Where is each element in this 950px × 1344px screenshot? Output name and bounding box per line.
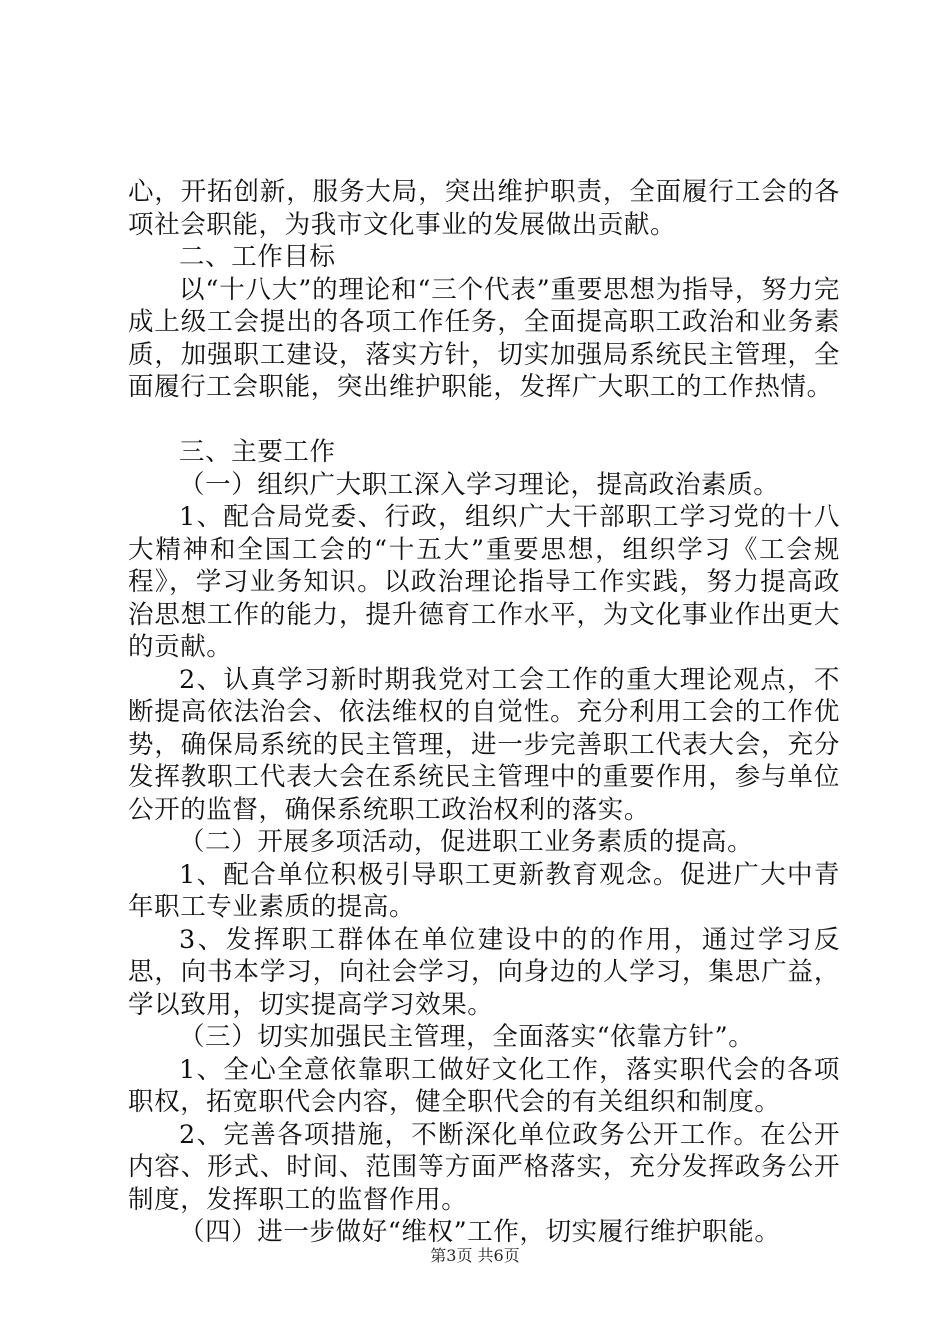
paragraph-item-3-1: 1、全心全意依靠职工做好文化工作，落实职代会的各项职权，拓宽职代会内容，健全职代会的有关组织和制度。 <box>128 1054 840 1117</box>
subheading-1: （一）组织广大职工深入学习理论，提高政治素质。 <box>179 469 780 500</box>
page-number-footer: 第3页 共6页 <box>430 1246 520 1265</box>
paragraph-item-1-2: 2、认真学习新时期我党对工会工作的重大理论观点，不断提高依法治会、依法维权的自觉性。充分利用工会的工作优势，确保局系统的民主管理，进一步完善职工代表大会，充分发挥教职工代表大会在系统民主管理中的重要作用，参与单位公开的监督，确保系统职工政治权利的落实。 <box>128 664 840 825</box>
section-heading-main-work: 三、主要工作 <box>179 437 336 467</box>
document-body <box>128 176 840 1249</box>
paragraph-item-3-2: 2、完善各项措施，不断深化单位政务公开工作。在公开内容、形式、时间、范围等方面严格落实，充分发挥政务公开制度，发挥职工的监督作用。 <box>128 1119 840 1215</box>
paragraph-item-1-1: 1、配合局党委、行政，组织广大干部职工学习党的十八大精神和全国工会的“十五大”重要思想，组织学习《工会规程》，学习业务知识。以政治理论指导工作实践，努力提高政治思想工作的能力，提升德育工作水平，为文化事业作出更大的贡献。 <box>128 502 840 662</box>
subheading-2: （二）开展多项活动，促进职工业务素质的提高。 <box>179 827 754 857</box>
paragraph-continuation: 心，开拓创新，服务大局，突出维护职责，全面履行工会的各项社会职能，为我市文化事业的发展做出贡献。 <box>128 177 840 240</box>
paragraph-spacer <box>128 404 840 437</box>
subheading-4: （四）进一步做好“维权”工作，切实履行维护职能。 <box>179 1217 781 1247</box>
paragraph-goals: 以“十八大”的理论和“三个代表”重要思想为指导，努力完成上级工会提出的各项工作任务，全面提高职工政治和业务素质，加强职工建设，落实方针，切实加强局系统民主管理，全面履行工会职能，突出维护职能，发挥广大职工的工作热情。 <box>128 274 840 402</box>
section-heading-goals: 二、工作目标 <box>179 242 336 272</box>
paragraph-item-2-1: 1、配合单位积极引导职工更新教育观念。促进广大中青年职工专业素质的提高。 <box>128 859 840 922</box>
subheading-3: （三）切实加强民主管理，全面落实“依靠方针”。 <box>179 1022 755 1052</box>
paragraph-item-2-3: 3、发挥职工群体在单位建设中的的作用，通过学习反思，向书本学习，向社会学习，向身边的人学习，集思广益，学以致用，切实提高学习效果。 <box>128 924 840 1020</box>
